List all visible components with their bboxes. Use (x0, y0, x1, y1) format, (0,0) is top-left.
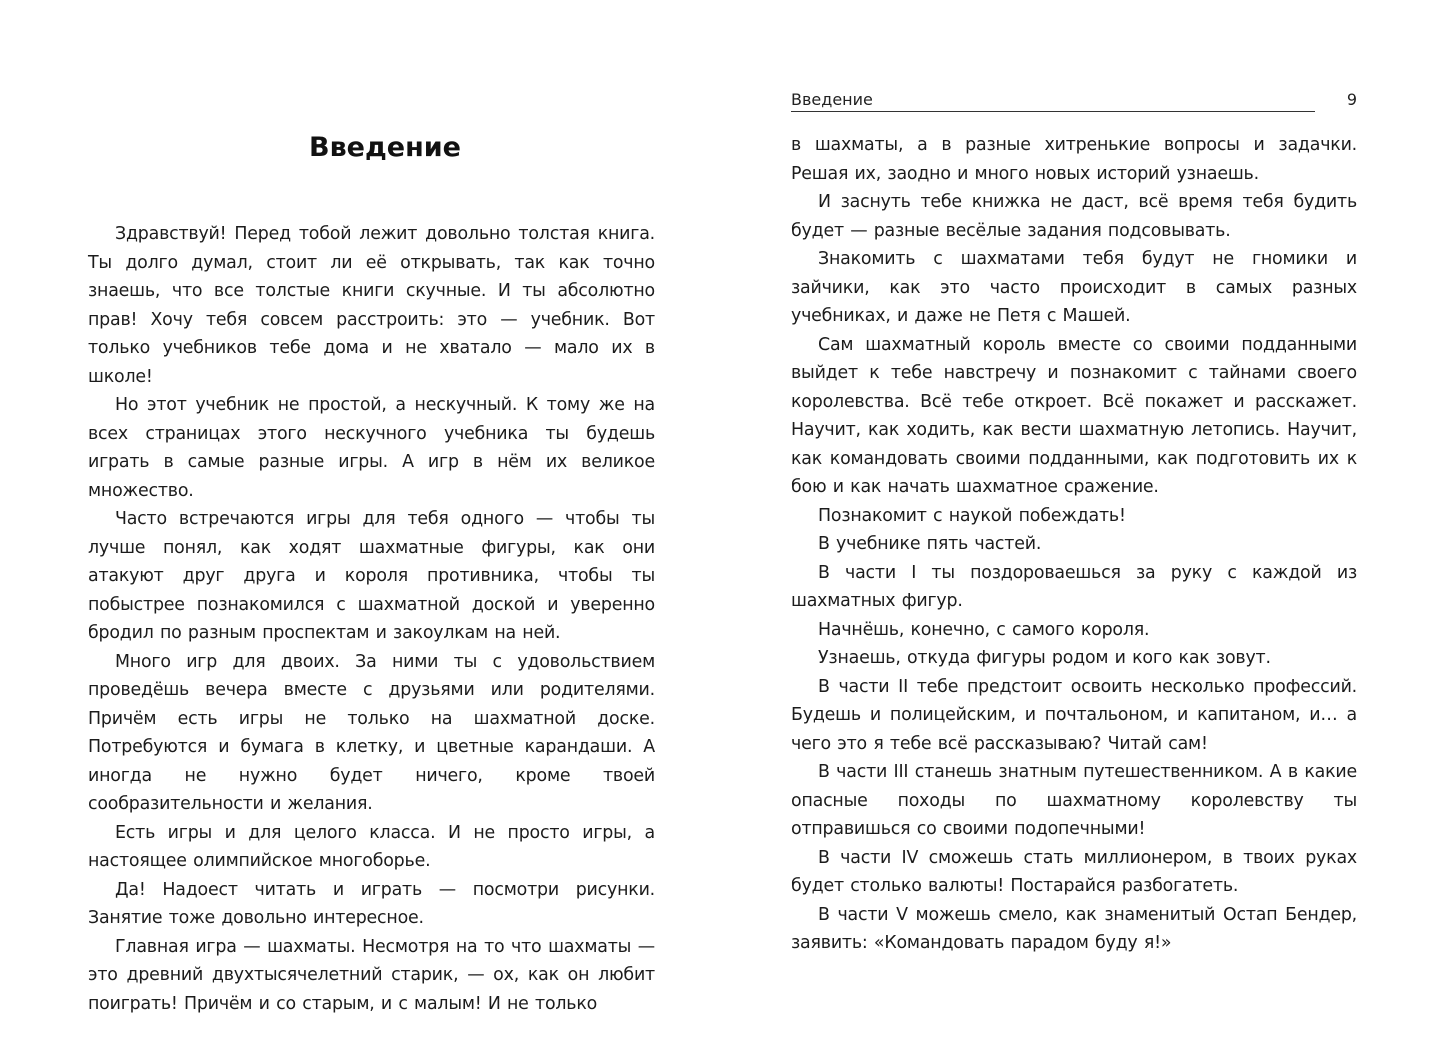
paragraph: Много игр для двоих. За ними ты с удовольствием проведёшь вечера вместе с друзьями или родителями. Причём есть игры не только на шахматной доске. Потребуются и бумага в клетку, и цветные карандаши. А иногда не нужно будет ничего, кроме твоей сообразительности и желания. (88, 651, 655, 814)
paragraph: Сам шахматный король вместе со своими подданными выйдет к тебе навстречу и познакомит с тайнами своего королевства. Всё тебе откроет. Всё покажет и расскажет. Научит, как ходить, как вести шахматную летопись. Научит, как командовать своими подданными, как подготовить их к бою и как начать шахматное сражение. (791, 334, 1357, 497)
paragraph: Да! Надоест читать и играть — посмотри рисунки. Занятие тоже довольно интересное. (88, 879, 655, 928)
paragraph: В части I ты поздороваешься за руку с каждой из шахматных фигур. (791, 562, 1357, 611)
paragraph: Есть игры и для целого класса. И не просто игры, а настоящее олимпийское многоборье. (88, 822, 655, 871)
paragraph: В учебнике пять частей. (818, 534, 1042, 554)
paragraph: Познакомит с наукой побеждать! (818, 505, 1126, 526)
paragraph: Главная игра — шахматы. Несмотря на то что шахматы — это древний двухтысячелетний старик, — ох, как он любит поиграть! Причём и со старым, и с малым! И не только (88, 936, 655, 1014)
running-header (791, 89, 1357, 113)
page-number: 9 (1346, 90, 1357, 109)
left-page-body (88, 220, 655, 1018)
paragraph: Узнаешь, откуда фигуры родом и кого как зовут. (818, 648, 1271, 668)
paragraph: Часто встречаются игры для тебя одного — чтобы ты лучше понял, как ходят шахматные фигуры, как они атакуют друг друга и короля противника, чтобы ты побыстрее познакомился с шахматной доской и уверенно бродил по разным проспектам и закоулкам на ней. (88, 509, 655, 643)
right-page-body (791, 131, 1357, 958)
paragraph-continuation: в шахматы, а в разные хитренькие вопросы и задачки. Решая их, заодно и много новых историй узнаешь. (791, 135, 1357, 184)
running-header-title: Введение (791, 89, 1315, 112)
paragraph: Начнёшь, конечно, с самого короля. (818, 619, 1150, 640)
left-page (0, 0, 722, 1045)
paragraph: В части II тебе предстоит освоить несколько профессий. Будешь и полицейским, и почтальоном, и капитаном, и… а чего это я тебе всё рассказываю? Читай сам! (791, 676, 1357, 754)
paragraph: Здравствуй! Перед тобой лежит довольно толстая книга. Ты долго думал, стоит ли её открывать, так как точно знаешь, что все толстые книги скучные. И ты абсолютно прав! Хочу тебя совсем расстроить: это — учебник. Вот только учебников тебе дома и не хватало — мало их в школе! (88, 224, 655, 387)
paragraph: Знакомить с шахматами тебя будут не гномики и зайчики, как это часто происходит в самых разных учебниках, и даже не Петя с Машей. (791, 249, 1357, 326)
chapter-title: Введение (309, 132, 461, 163)
paragraph: В части IV сможешь стать миллионером, в твоих руках будет столько валюты! Постарайся разбогатеть. (791, 847, 1357, 896)
paragraph: Но этот учебник не простой, а нескучный. К тому же на всех страницах этого нескучного учебника ты будешь играть в самые разные игры. А игр в нём их великое множество. (88, 395, 655, 501)
right-page (722, 0, 1445, 1045)
paragraph: И заснуть тебе книжка не даст, всё время тебя будить будет — разные весёлые задания подсовывать. (791, 192, 1357, 241)
paragraph: В части III станешь знатным путешественником. А в какие опасные походы по шахматному королевству ты отправишься со своими подопечными! (791, 762, 1357, 839)
paragraph: В части V можешь смело, как знаменитый Остап Бендер, заявить: «Командовать парадом буду я!» (791, 904, 1357, 953)
